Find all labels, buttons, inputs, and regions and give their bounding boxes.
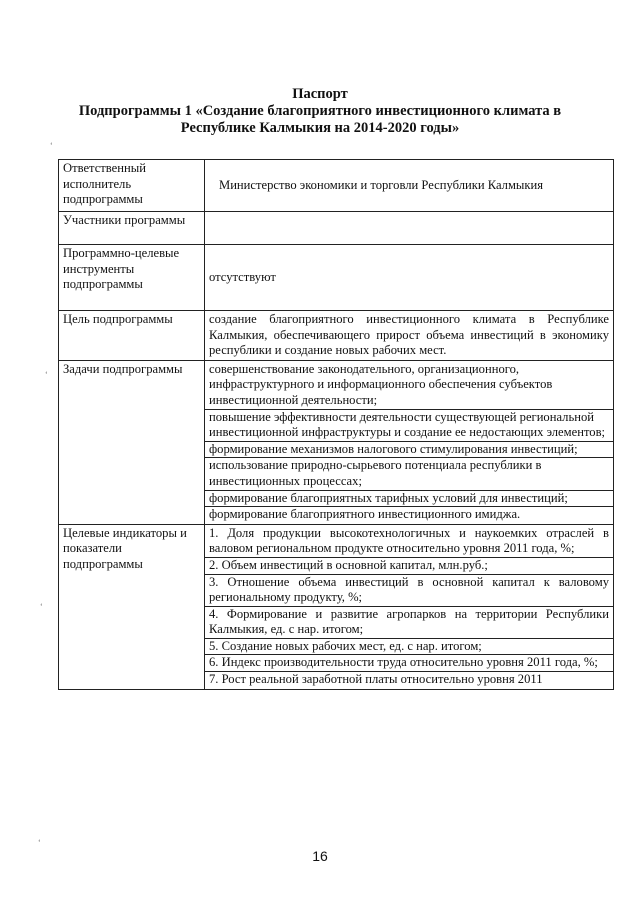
title-line-1: Паспорт [292,86,348,102]
task-item: формирование благоприятных тарифных условий для инвестиций; [205,491,613,508]
task-item: формирование механизмов налогового стимулирования инвестиций; [205,442,613,459]
row-instruments [59,245,614,311]
indicator-item: 2. Объем инвестиций в основной капитал, млн.руб.; [205,558,613,575]
label-responsible: Ответственный исполнитель подпрограммы [59,160,205,212]
value-instruments: отсутствуют [205,245,614,311]
title-line-2: Подпрограммы 1 «Создание благоприятного инвестиционного климата в [78,103,562,119]
row-goal [59,311,614,361]
task-item: использование природно-сырьевого потенциала республики в инвестиционных процессах; [205,458,613,490]
scan-speck: ‘ [38,838,41,847]
page-number: 16 [312,848,328,864]
task-item: совершенствование законодательного, организационного, инфраструктурного и информационного обеспечения субъектов инвестиционной деятельности; [205,362,613,410]
indicator-item: 6. Индекс производительности труда относительно уровня 2011 года, %; [205,655,613,672]
value-participants [205,212,614,245]
title-line-3: Республике Калмыкия на 2014-2020 годы» [180,120,460,136]
label-tasks: Задачи подпрограммы [59,360,205,524]
indicator-item: 3. Отношение объема инвестиций в основной капитал к валовому региональному продукту, %; [205,575,613,607]
indicator-item: 1. Доля продукции высокотехнологичных и наукоемких отраслей в валовом региональном продукте относительно уровня 2011 года, %; [205,526,613,558]
label-indicators: Целевые индикаторы и показатели подпрограммы [59,524,205,689]
label-instruments: Программно-целевые инструменты подпрограммы [59,245,205,311]
indicator-item: 4. Формирование и развитие агропарков на территории Республики Калмыкия, ед. с нар. итогом; [205,607,613,639]
value-tasks [205,360,614,524]
scan-speck: ‘ [40,602,43,611]
indicator-item: 7. Рост реальной заработной платы относительно уровня 2011 [209,672,543,687]
passport-table [58,159,614,690]
row-tasks [59,360,614,524]
scan-speck: ‘ [50,141,53,150]
label-participants: Участники программы [59,212,205,245]
row-responsible [59,160,614,212]
task-item: формирование благоприятного инвестиционного имиджа. [209,507,521,522]
value-responsible: Министерство экономики и торговли Республики Калмыкия [205,160,614,212]
document-title [0,86,640,137]
scan-speck: ‘ [45,370,48,379]
indicator-item: 5. Создание новых рабочих мест, ед. с нар. итогом; [205,639,613,656]
row-participants [59,212,614,245]
label-goal: Цель подпрограммы [59,311,205,361]
task-item: повышение эффективности деятельности существующей региональной инвестиционной инфраструктуры и создание ее недостающих элементов; [205,410,613,442]
row-indicators [59,524,614,689]
value-indicators [205,524,614,689]
value-goal: создание благоприятного инвестиционного климата в Республике Калмыкия, обеспечивающего прирост объема инвестиций в экономику республики и создание новых рабочих мест. [205,311,614,361]
